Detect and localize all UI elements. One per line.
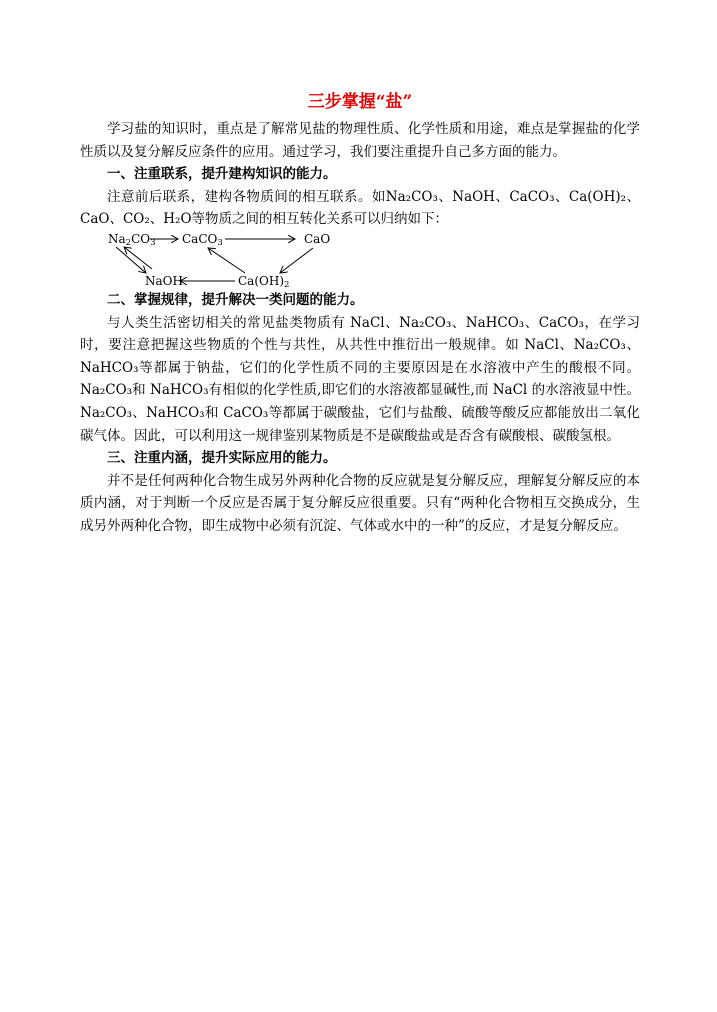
- node-caoh2: $Ca(OH)_2$: [238, 273, 290, 290]
- section1-text-pre: 注意前后联系，建构各物质间的相互联系。如: [107, 188, 386, 205]
- node-cao: CaO: [304, 231, 331, 246]
- node-na2co3: $Na_2CO_3$: [108, 231, 156, 248]
- intro-paragraph: 学习盐的知识时，重点是了解常见盐的物理性质、化学性质和用途，难点是掌握盐的化学性质以及复分解反应条件的应用。通过学习，我们要注重提升自己多方面的能力。: [80, 121, 640, 160]
- arrow-cao-to-caoh2: [280, 248, 313, 273]
- arrow-caoh2-to-caco3: [208, 248, 245, 273]
- page-title: 三步掌握“盐”: [307, 92, 413, 112]
- section1-paragraph: [80, 186, 640, 231]
- section2-heading: 二、掌握规律，提升解决一类问题的能力。: [107, 291, 364, 308]
- section2-paragraph: 与人类生活密切相关的常见盐类物质有 NaCl、Na₂CO₃、NaHCO₃、CaCO₃，在学习时，要注意把握这些物质的个性与共性，从共性中推衍出一般规律。如 NaCl、Na₂CO₃、NaHCO₃等都属于钠盐，它们的化学性质不同的主要原因是在水溶液中产生的酸根不同。Na₂CO₃和 NaHCO₃有相似的化学性质,即它们的水溶液都显碱性,而 NaCl 的水溶液显中性。Na₂CO₃、NaHCO₃和 CaCO₃等都属于碳酸盐，它们与盐酸、硫酸等酸反应都能放出二氧化碳气体。因此，可以利用这一规律鉴别某物质是不是碳酸盐或是否含有碳酸根、碳酸氢根。: [80, 314, 640, 444]
- section3-heading: 三、注重内涵，提升实际应用的能力。: [107, 450, 337, 467]
- node-caco3: CaCO$_3$: [182, 231, 223, 248]
- node-naoh: NaOH: [145, 273, 183, 288]
- arrow-na2co3-to-naoh: [116, 247, 146, 273]
- section3-paragraph: 并不是任何两种化合物生成另外两种化合物的反应就是复分解反应，理解复分解反应的本质内涵，对于判断一个反应是否属于复分解反应很重要。只有“两种化合物相互交换成分，生成另外两种化合物，即生成物中必须有沉淀、气体或水中的一种”的反应，才是复分解反应。: [80, 472, 640, 534]
- section1-text-post: 等物质之间的相互转化关系可以归纳如下：: [191, 211, 449, 228]
- formula-list: Na₂CO₃、NaOH、CaCO₃、Ca(OH)₂、CaO、CO₂、H₂O: [80, 188, 641, 228]
- article: [80, 90, 640, 538]
- conversion-diagram: [80, 231, 640, 289]
- section1-heading: 一、注重联系，提升建构知识的能力。: [107, 166, 337, 183]
